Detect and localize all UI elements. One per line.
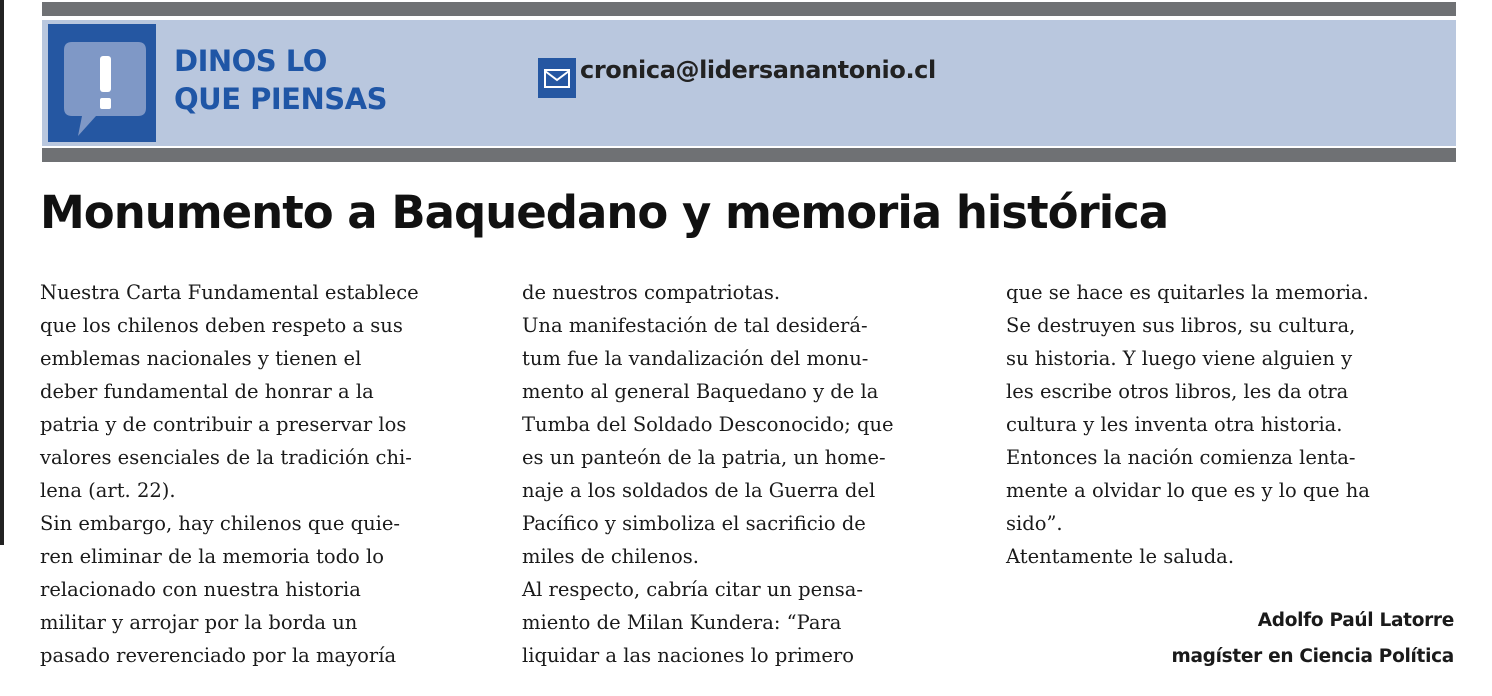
text-line: su historia. Y luego viene alguien y <box>1006 347 1353 370</box>
text-line: miles de chilenos. <box>522 545 699 568</box>
text-line: patria y de contribuir a preservar los <box>40 413 407 436</box>
text-line: les escribe otros libros, les da otra <box>1006 380 1349 403</box>
text-line: relacionado con nuestra historia <box>40 578 361 601</box>
text-line: Una manifestación de tal desiderá- <box>522 314 868 337</box>
article-column-2 <box>522 276 982 672</box>
text-line: Sin embargo, hay chilenos que quie- <box>40 512 401 535</box>
text-line: naje a los soldados de la Guerra del <box>522 479 876 502</box>
text-line: Entonces la nación comienza lenta- <box>1006 446 1356 469</box>
page-edge-rule <box>0 0 4 545</box>
text-line: lena (art. 22). <box>40 479 176 502</box>
section-title-line-2: QUE PIENSAS <box>174 82 387 116</box>
speech-bubble-exclamation-icon <box>48 24 156 142</box>
contact-email-link[interactable]: cronica@lidersanantonio.cl <box>580 56 936 84</box>
section-title <box>174 42 387 118</box>
text-line: militar y arrojar por la borda un <box>40 611 358 634</box>
text-line: Pacífico y simboliza el sacrificio de <box>522 512 866 535</box>
text-line: liquidar a las naciones lo primero <box>522 644 854 667</box>
text-line: mento al general Baquedano y de la <box>522 380 879 403</box>
section-bottom-rule <box>42 148 1456 162</box>
author-title: magíster en Ciencia Política <box>1171 646 1454 667</box>
text-line: miento de Milan Kundera: “Para <box>522 611 842 634</box>
text-line: cultura y les inventa otra historia. <box>1006 413 1343 436</box>
text-line: Nuestra Carta Fundamental establece <box>40 281 419 304</box>
text-line: de nuestros compatriotas. <box>522 281 781 304</box>
text-line: tum fue la vandalización del monu- <box>522 347 869 370</box>
section-title-line-1: DINOS LO <box>174 44 327 78</box>
text-line: Al respecto, cabría citar un pensa- <box>522 578 863 601</box>
article-column-1 <box>40 276 500 672</box>
text-line: que se hace es quitarles la memoria. <box>1006 281 1369 304</box>
text-line: pasado reverenciado por la mayoría <box>40 644 397 667</box>
speech-bubble-shape <box>62 38 148 138</box>
article-column-3 <box>1006 276 1466 573</box>
text-line: valores esenciales de la tradición chi- <box>40 446 412 469</box>
text-line: ren eliminar de la memoria todo lo <box>40 545 384 568</box>
text-line: sido”. <box>1006 512 1063 535</box>
text-line: mente a olvidar lo que es y lo que ha <box>1006 479 1370 502</box>
envelope-icon <box>538 58 576 98</box>
text-line: Se destruyen sus libros, su cultura, <box>1006 314 1356 337</box>
author-name: Adolfo Paúl Latorre <box>1257 610 1454 631</box>
section-top-rule <box>42 2 1456 16</box>
article-headline: Monumento a Baquedano y memoria histórica <box>40 186 1169 239</box>
text-line: emblemas nacionales y tienen el <box>40 347 362 370</box>
text-line: deber fundamental de honrar a la <box>40 380 374 403</box>
text-line: Tumba del Soldado Desconocido; que <box>522 413 894 436</box>
text-line: Atentamente le saluda. <box>1006 545 1235 568</box>
section-banner <box>42 20 1456 146</box>
text-line: que los chilenos deben respeto a sus <box>40 314 403 337</box>
text-line: es un panteón de la patria, un home- <box>522 446 886 469</box>
